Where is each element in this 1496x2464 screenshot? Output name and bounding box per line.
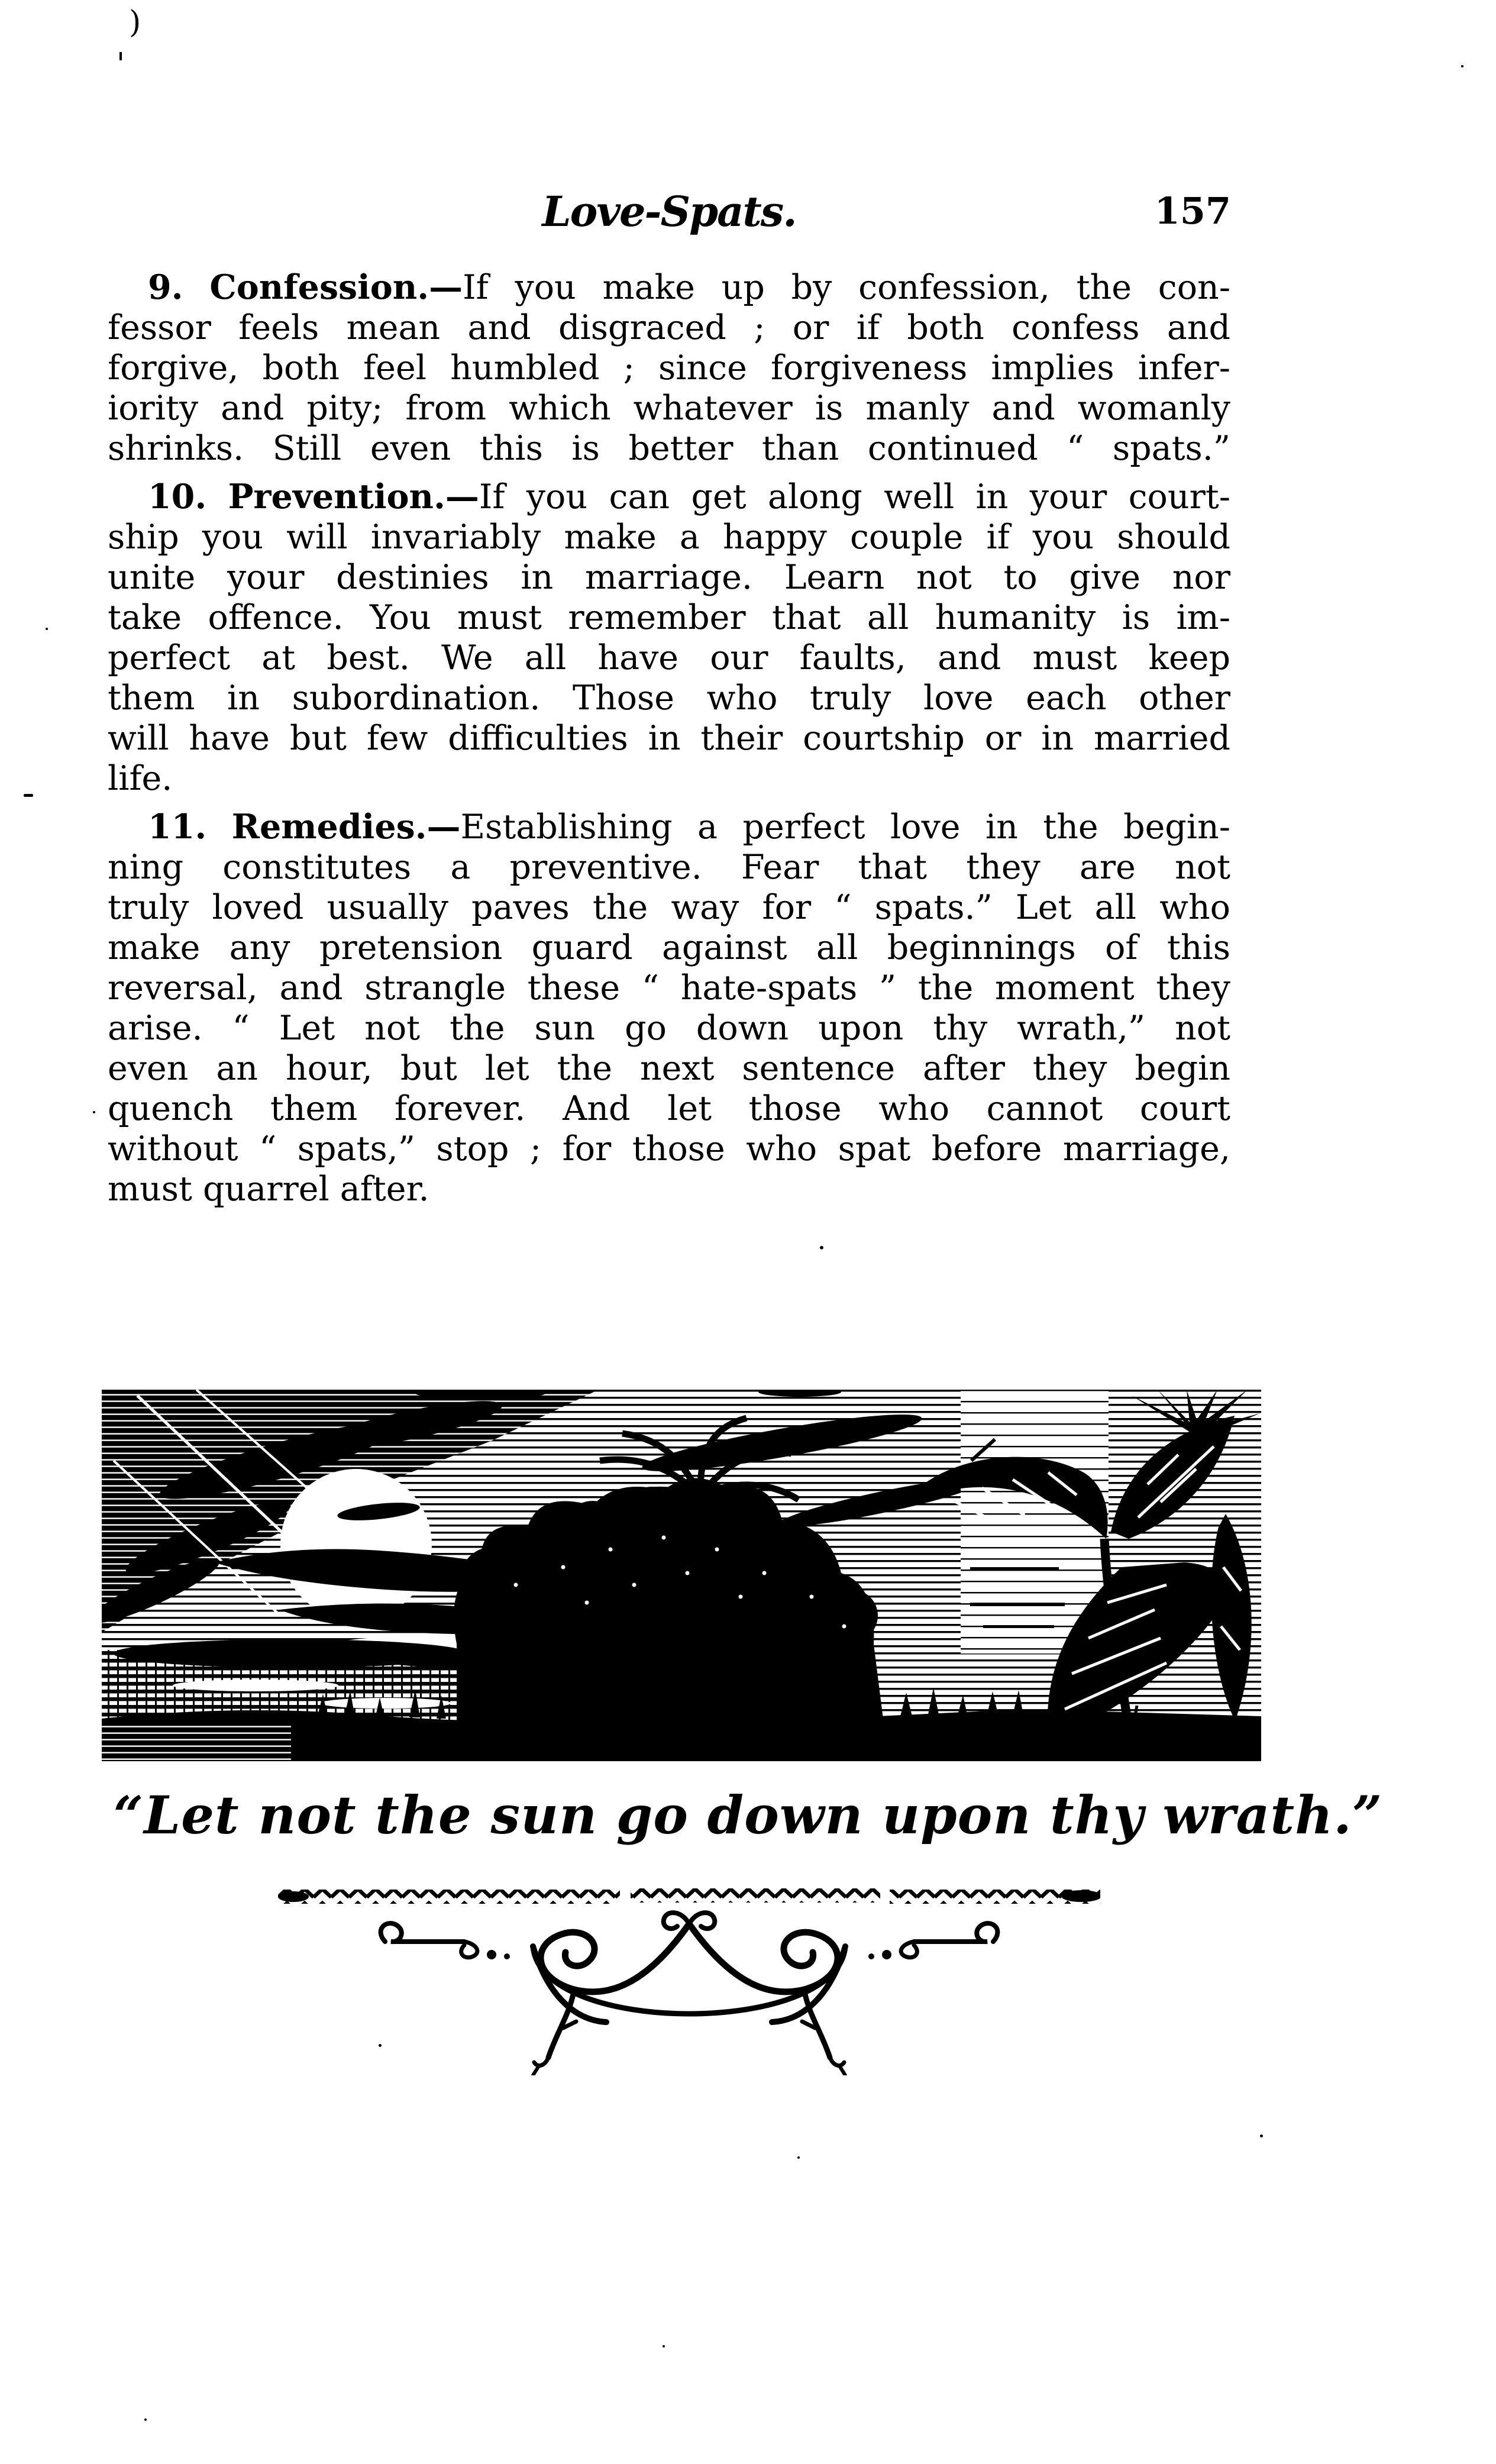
text-line: make any pretension guard against all beginnings of this <box>108 928 1230 967</box>
text-line <box>108 477 1230 517</box>
section-heading: Prevention.— <box>228 477 479 516</box>
page-number: 157 <box>1154 189 1231 232</box>
running-title: Love-Spats. <box>542 187 796 236</box>
section-number: 9. <box>148 267 183 307</box>
text-run: If you make up by confession, the con- <box>463 268 1230 307</box>
scan-speck <box>24 794 33 797</box>
zigzag-rule <box>278 1890 620 1904</box>
illustration-caption: “Let not the sun go down upon thy wrath.” <box>113 1784 1383 1846</box>
text-line: quench them forever. And let those who cannot court <box>108 1089 1230 1128</box>
section-heading: Confession.— <box>209 267 463 307</box>
moon-shape <box>280 1469 432 1620</box>
tailpiece-flourish-drawing <box>278 1886 1100 2075</box>
text-run: Establishing a perfect love in the begin- <box>460 808 1230 847</box>
section-number: 10. <box>148 477 207 516</box>
scan-speck <box>820 1246 823 1249</box>
text-line: must quarrel after. <box>108 1170 429 1209</box>
scan-speck <box>144 2418 147 2421</box>
paragraph-remedies <box>108 807 1230 1209</box>
text-block <box>108 267 1230 1218</box>
text-line: iority and pity; from which whatever is manly and womanly <box>108 389 1230 428</box>
text-line: unite your destinies in marriage. Learn not to give nor <box>108 558 1230 597</box>
scan-speck <box>1260 2134 1263 2137</box>
scan-speck <box>797 2156 800 2159</box>
text-line: shrinks. Still even this is better than continued “ spats.” <box>108 429 1230 468</box>
scan-artifact-paren: ) <box>129 5 141 40</box>
section-number: 11. <box>148 807 207 847</box>
text-line: truly loved usually paves the way for “ spats.” Let all who <box>108 888 1230 927</box>
text-line: take offence. You must remember that all humanity is im- <box>108 598 1230 637</box>
tailpiece-flourish <box>278 1886 1100 2075</box>
scan-speck <box>663 2345 665 2347</box>
text-line: ning constitutes a preventive. Fear that they are not <box>108 848 1230 887</box>
text-line <box>108 267 1230 308</box>
moonlit-tropical-engraving <box>102 1390 1261 1761</box>
scan-speck <box>46 628 48 630</box>
paragraph-prevention <box>108 477 1230 799</box>
section-heading: Remedies.— <box>231 807 461 847</box>
text-line: them in subordination. Those who truly love each other <box>108 679 1230 718</box>
text-line: forgive, both feel humbled ; since forgiveness implies infer- <box>108 348 1230 387</box>
scan-speck <box>1461 65 1463 67</box>
text-line: arise. “ Let not the sun go down upon thy wrath,” not <box>108 1009 1230 1048</box>
scan-speck <box>379 2044 382 2047</box>
text-line <box>108 807 1230 847</box>
illustration-figure <box>102 1390 1261 1761</box>
text-line: fessor feels mean and disgraced ; or if both confess and <box>108 308 1230 347</box>
text-line: reversal, and strangle these “ hate-spats ” the moment they <box>108 968 1230 1007</box>
scan-artifact-tick <box>119 52 122 60</box>
text-line: will have but few difficulties in their courtship or in married <box>108 719 1230 758</box>
text-line: without “ spats,” stop ; for those who spat before marriage, <box>108 1129 1230 1168</box>
text-run: If you can get along well in your court- <box>479 477 1230 516</box>
scroll-ornament-half <box>381 1913 689 2075</box>
paragraph-confession <box>108 267 1230 469</box>
text-line: ship you will invariably make a happy couple if you should <box>108 518 1230 557</box>
text-line: perfect at best. We all have our faults, and must keep <box>108 638 1230 677</box>
text-line: even an hour, but let the next sentence after they begin <box>108 1049 1230 1088</box>
text-line: life. <box>108 759 173 798</box>
scan-speck <box>93 1111 95 1113</box>
